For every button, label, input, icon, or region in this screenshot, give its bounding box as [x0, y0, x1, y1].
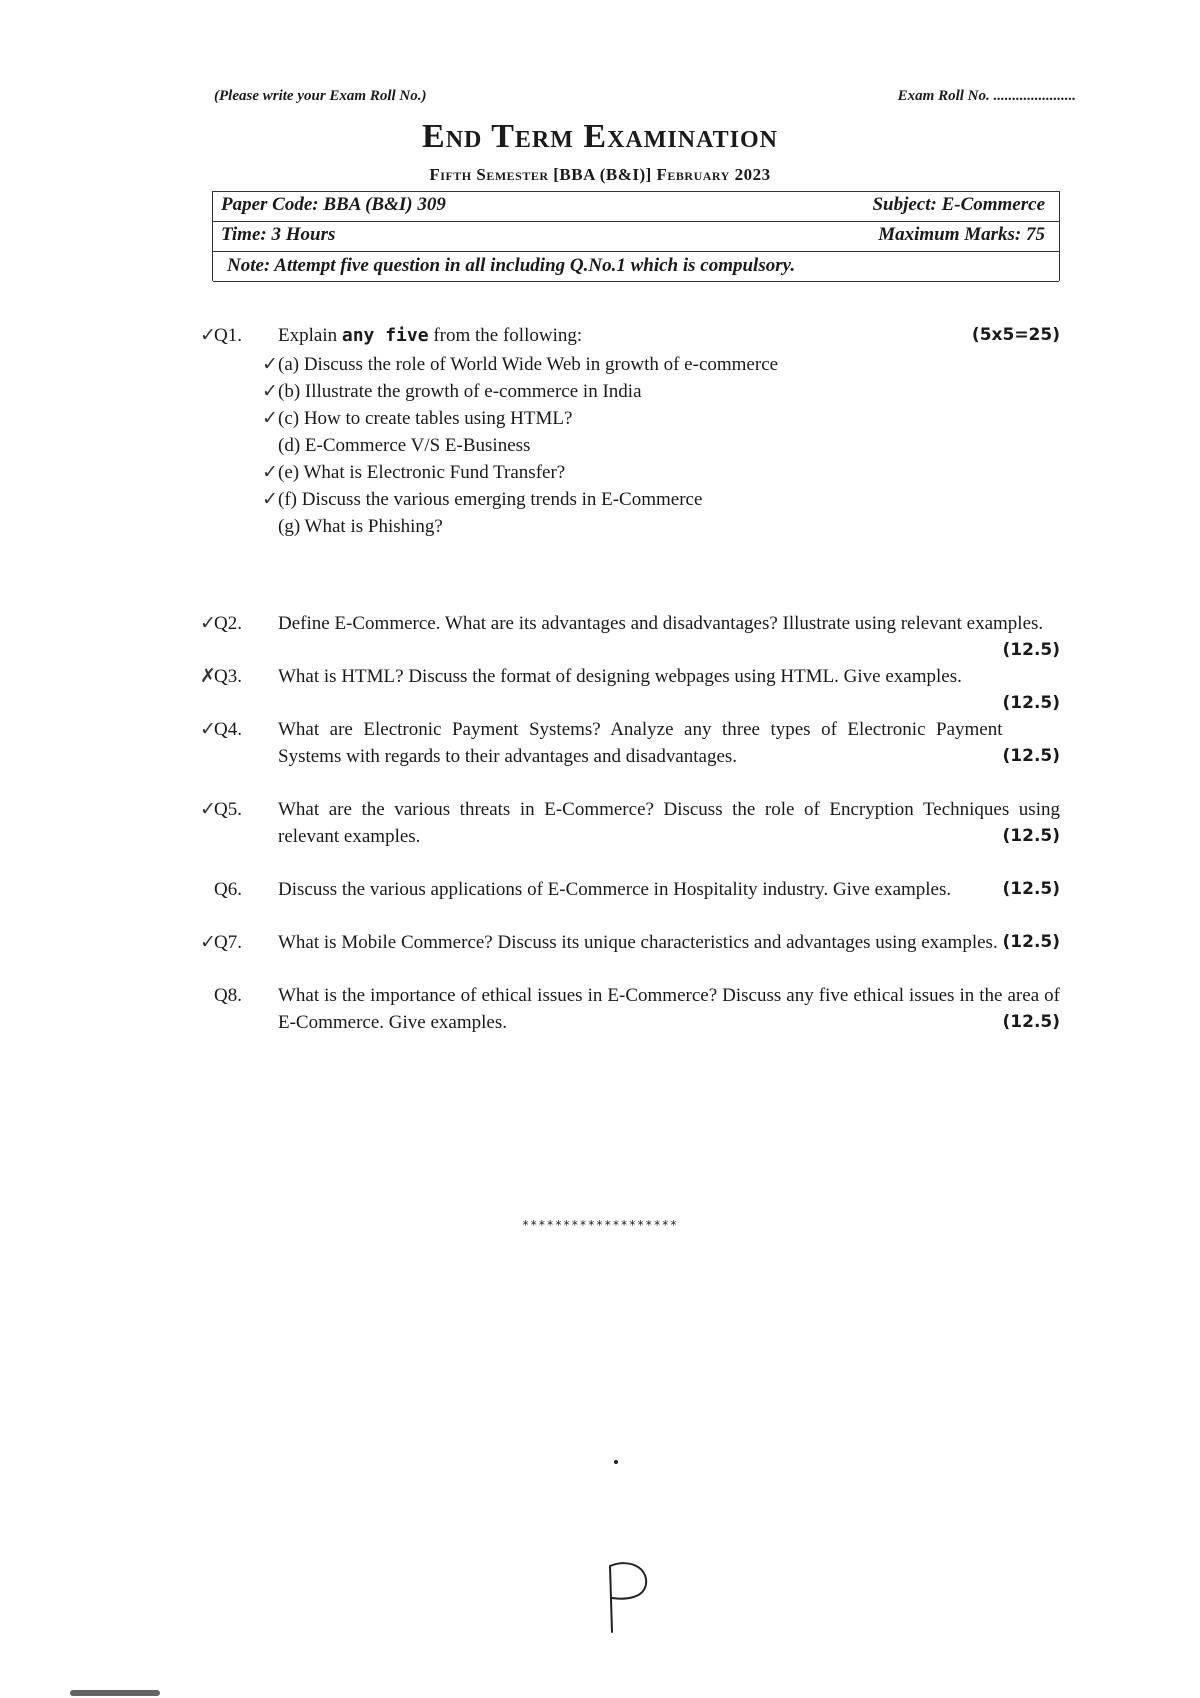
ink-dot: [614, 1460, 618, 1464]
question-6: [200, 876, 1060, 903]
divider: [213, 251, 1059, 252]
exam-title: End Term Examination: [422, 118, 778, 155]
check-mark-icon: ✓: [262, 354, 278, 375]
sub-question: ✓ (a) Discuss the role of World Wide Web in growth of e-commerce: [278, 351, 1060, 378]
question-number: ✗Q3.: [200, 663, 266, 690]
roll-number-label: Exam Roll No. ......................: [897, 88, 1076, 104]
question-marks: (12.5): [1002, 1012, 1060, 1032]
sub-question: ✓ (f) Discuss the various emerging trends in E-Commerce: [278, 486, 1060, 513]
check-mark-icon: ✓: [262, 489, 278, 510]
check-mark-icon: ✓: [200, 613, 216, 634]
sub-question: ✓ (b) Illustrate the growth of e-commerce in India: [278, 378, 1060, 405]
subject: Subject: E-Commerce: [872, 194, 1045, 215]
divider: [213, 191, 1059, 192]
check-mark-icon: ✓: [200, 325, 216, 346]
question-text: Define E-Commerce. What are its advantages and disadvantages? Illustrate using relevant examples. (12.5): [278, 610, 1060, 637]
question-4: [200, 716, 1060, 770]
question-1: [200, 322, 1060, 540]
question-number: ✓Q7.: [200, 929, 266, 956]
exam-subtitle: Fifth Semester [BBA (B&I)] February 2023: [429, 165, 771, 184]
question-3: [200, 663, 1060, 713]
question-marks: (12.5): [1002, 932, 1060, 952]
cross-mark-icon: ✗: [200, 666, 216, 687]
check-mark-icon: ✓: [200, 799, 216, 820]
question-number: ✓Q1.: [200, 322, 266, 349]
check-mark-icon: ✓: [200, 719, 216, 740]
question-list: [200, 322, 1060, 1062]
question-text: Explain any five from the following: (5x5=25): [278, 322, 1060, 349]
roll-number-row: [214, 88, 1076, 112]
question-number: ✓Q2.: [200, 610, 266, 637]
sub-question: ✓ (e) What is Electronic Fund Transfer?: [278, 459, 1060, 486]
handwritten-p-mark: [600, 1560, 660, 1640]
question-marks: (12.5): [1002, 693, 1060, 713]
question-marks: (12.5): [1002, 640, 1060, 660]
question-marks: (5x5=25): [971, 325, 1060, 345]
maximum-marks: Maximum Marks: 75: [878, 224, 1045, 245]
roll-note: (Please write your Exam Roll No.): [214, 88, 427, 104]
check-mark-icon: ✓: [262, 381, 278, 402]
check-mark-icon: ✓: [262, 408, 278, 429]
sub-question: (g) What is Phishing?: [278, 516, 443, 537]
question-text: Discuss the various applications of E-Commerce in Hospitality industry. Give examples. (12.5): [278, 876, 1060, 903]
question-7: [200, 929, 1060, 956]
paper-code: Paper Code: BBA (B&I) 309: [221, 194, 446, 215]
sub-question: ✓ (c) How to create tables using HTML?: [278, 405, 1060, 432]
question-marks: (12.5): [1002, 879, 1060, 899]
question-2: [200, 610, 1060, 660]
question-text: What is HTML? Discuss the format of designing webpages using HTML. Give examples. (12.5): [278, 663, 1060, 690]
divider: [213, 281, 1059, 282]
question-marks: (12.5): [1002, 826, 1060, 846]
question-text: What is Mobile Commerce? Discuss its unique characteristics and advantages using examples. (12.5): [278, 929, 1060, 956]
question-number: ✓Q5.: [200, 796, 266, 823]
end-of-paper-stars: *******************: [521, 1218, 679, 1232]
scan-smudge: [70, 1690, 160, 1696]
question-number: ✓Q4.: [200, 716, 266, 743]
question-text: What are Electronic Payment Systems? Analyze any three types of Electronic Payment Systems with regards to their advantages and disadvantages. (12.5): [278, 716, 1060, 770]
exam-time: Time: 3 Hours: [221, 224, 336, 245]
sub-question: (d) E-Commerce V/S E-Business: [278, 435, 531, 456]
sub-question-list: [262, 351, 1060, 540]
divider: [213, 221, 1059, 222]
question-number: Q6.: [214, 879, 242, 900]
question-text: What is the importance of ethical issues in E-Commerce? Discuss any five ethical issues in the area of E-Commerce. Give examples. (12.5): [278, 982, 1060, 1036]
question-text: What are the various threats in E-Commerce? Discuss the role of Encryption Techniques using relevant examples. (12.5): [278, 796, 1060, 850]
check-mark-icon: ✓: [262, 462, 278, 483]
exam-info-box: [212, 191, 1060, 281]
question-5: [200, 796, 1060, 850]
exam-note: Note: Attempt five question in all including Q.No.1 which is compulsory.: [227, 255, 796, 276]
question-number: Q8.: [214, 985, 242, 1006]
question-marks: (12.5): [1002, 746, 1060, 766]
question-8: [200, 982, 1060, 1036]
check-mark-icon: ✓: [200, 932, 216, 953]
